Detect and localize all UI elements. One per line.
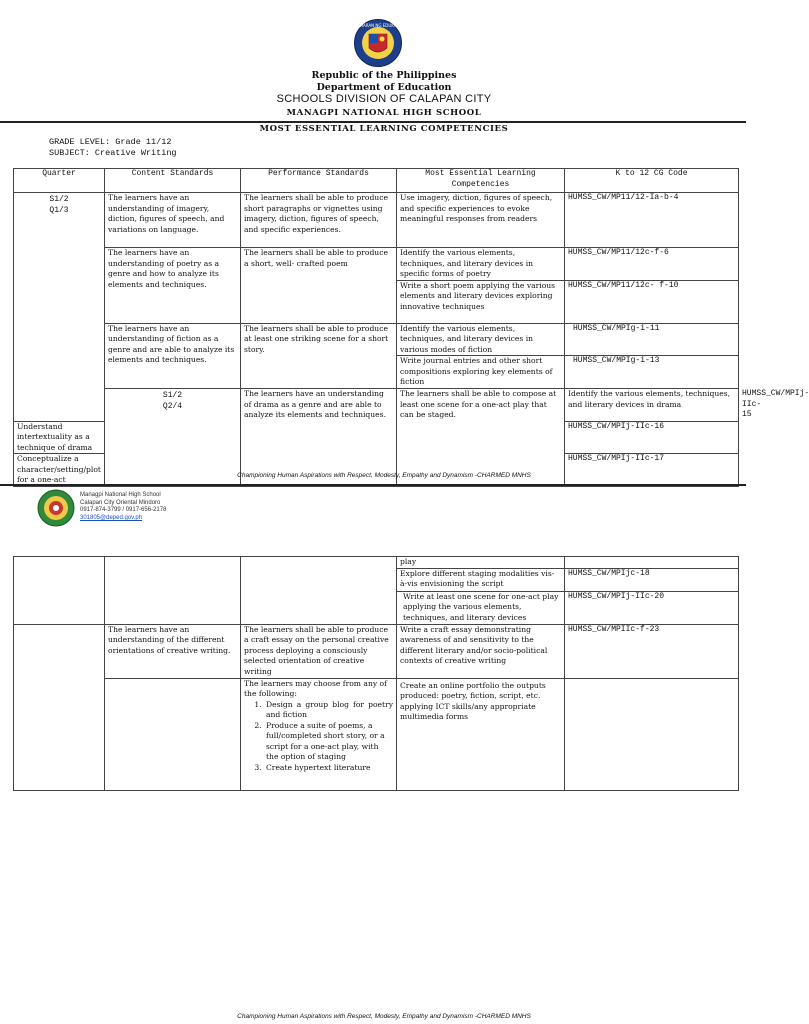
cg-code: HUMSS_CW/MPIg-i-13 (565, 356, 739, 389)
quarter-cell-empty (14, 557, 105, 625)
melc-item: Use imagery, diction, figures of speech, and specific experiences to evoke meaningful responses from readers (397, 193, 565, 248)
content-standard: The learners have an understanding of the different orientations of creative writing. (105, 624, 241, 678)
header-content-standards: Content Standards (105, 169, 241, 193)
option-item: 3. Create hypertext literature (264, 763, 393, 774)
melc-item: Identify the various elements, techniques, and literary devices in specific forms of poetry (397, 248, 565, 281)
school-city: Calapan City Oriental Mindoro (80, 499, 161, 506)
quarter-q2: S1/2 Q2/4 (105, 389, 241, 487)
content-standard: The learners have an understanding of fiction as a genre and are able to analyze its elements and techniques. (105, 323, 241, 389)
performance-standard-options (241, 678, 397, 790)
melc-item: Conceptualize a character/setting/plot for a one-act (14, 454, 105, 487)
melc-item: Create an online portfolio the outputs produced: poetry, fiction, script, etc. applying ICT skills/any appropriate multimedia forms (397, 678, 565, 790)
svg-text:KAGAWARAN NG EDUKASYON: KAGAWARAN NG EDUKASYON (348, 23, 408, 28)
performance-standard: The learners shall be able to produce a craft essay on the personal creative process deploying a consciously selected orientation of creative writing (241, 624, 397, 678)
footer-rule (0, 484, 746, 486)
header-performance-standards: Performance Standards (241, 169, 397, 193)
header-republic: Republic of the Philippines (311, 70, 457, 81)
content-standard: The learners have an understanding of imagery, diction, figures of speech, and variations on language. (105, 193, 241, 248)
option-item: 1. Design a group blog for poetry and fiction (264, 700, 393, 721)
melc-item: Write journal entries and other short compositions exploring key elements of fiction (397, 356, 565, 389)
melc-table-continued (13, 556, 739, 791)
option-item: 2. Produce a suite of poems, a full/completed short story, or a script for a one-act play, with the option of staging (264, 721, 393, 763)
quarter-q1: S1/2 Q1/3 (14, 193, 105, 422)
content-standard: The learners have an understanding of poetry as a genre and how to analyze its elements and techniques. (105, 248, 241, 324)
performance-standard: The learners shall be able to produce short paragraphs or vignettes using imagery, diction, figures of speech, and specific experiences. (241, 193, 397, 248)
footer-motto-page2: Championing Human Aspirations with Respect, Modesty, Empathy and Dynamism -CHARMED MNHS (237, 1013, 531, 1020)
melc-item: Understand intertextuality as a technique of drama (14, 421, 105, 454)
content-standard: The learners have an understanding of drama as a genre and are able to analyze its elements and techniques. (241, 389, 397, 487)
cg-code: HUMSS_CW/MPIj-IIc-16 (565, 421, 739, 454)
cg-code: HUMSS_CW/MPIj-IIc-17 (565, 454, 739, 487)
options-intro: The learners may choose from any of the following: (244, 678, 387, 698)
footer-motto: Championing Human Aspirations with Respect, Modesty, Empathy and Dynamism -CHARMED MNHS (237, 472, 531, 479)
cg-code: HUMSS_CW/MP11/12c- f-10 (565, 280, 739, 323)
school-phones: 0917-874-3799 / 0917-656-2178 (80, 507, 167, 514)
school-address (80, 492, 166, 522)
cg-code-empty (565, 678, 739, 790)
header-rule (0, 121, 746, 123)
melc-item: play (397, 557, 565, 569)
options-list (244, 700, 393, 774)
melc-item: Write a short poem applying the various elements and literary devices exploring innovative techniques (397, 280, 565, 323)
cg-code: HUMSS_CW/MP11/12-Ia-b-4 (565, 193, 739, 248)
melc-item: Identify the various elements, techniques, and literary devices in various modes of fiction (397, 323, 565, 356)
deped-seal (345, 18, 411, 68)
school-logo (37, 489, 75, 527)
melc-item: Explore different staging modalities vis-à-vis envisioning the script (397, 568, 565, 591)
content-cell-empty (105, 557, 241, 625)
header-cg-code: K to 12 CG Code (565, 169, 739, 193)
performance-standard: The learners shall be able to produce a short, well- crafted poem (241, 248, 397, 324)
page-title: MOST ESSENTIAL LEARNING COMPETENCIES (259, 124, 509, 134)
header-melc: Most Essential Learning Competencies (397, 169, 565, 193)
header-school: MANAGPI NATIONAL HIGH SCHOOL (286, 108, 482, 118)
cg-code: HUMSS_CW/MP11/12c-f-6 (565, 248, 739, 281)
cg-code: HUMSS_CW/MPIIc-f-23 (565, 624, 739, 678)
performance-standard: The learners shall be able to produce at least one striking scene for a short story. (241, 323, 397, 389)
quarter-cell-empty (14, 624, 105, 790)
cg-code: HUMSS_CW/MPIj-IIc-20 (565, 591, 739, 624)
school-name: Managpi National High School (80, 492, 161, 498)
cg-code: HUMSS_CW/MPIg-i-11 (565, 323, 739, 356)
melc-item: Write a craft essay demonstrating awareness of and sensitivity to the different literary and/or socio-political contexts of creative writing (397, 624, 565, 678)
melc-item: Write at least one scene for one-act play applying the various elements, techniques, and literary devices (397, 591, 565, 624)
melc-table: Quarter Content Standards Performance Standards Most Essential Learning Competencies K to 12 CG Code S1/2 Q1/3 The learners have an understanding of imagery, diction, figures of speech, and variations on language. The learners shall be able to produce short paragraphs or vignettes using imagery, diction, figures of speech, and specific experiences. Use imagery, diction, figures of speech, and specific experiences to evoke meaningful responses from readers HUMSS_CW/MP11/12-Ia-b-4 The learners have an understanding of poetry as a genre and how to analyze its elements and techniques. The learners shall be able to produce a short, well- crafted poem Identify the various elements, techniques, and literary devices in specific forms of poetry HUMSS_CW/MP11/12c-f-6 Write a short poem applying the various elements and literary devices exploring innovative techniques HUMSS_CW/MP11/12c- f-10 The learners have an understanding of fiction as a genre and are able to analyze its elements and techniques. The learners shall be able to produce at least one striking scene for a short story. Identify the various elements, techniques, and literary devices in various modes of fiction HUMSS_CW/MPIg-i-11 Write journal entries and other short compositions exploring key elements of fiction HUMSS_CW/MPIg-i-13 S1/2 Q2/4 The learners have an understanding of drama as a genre and are able to analyze its elements and techniques. The learners shall be able to compose at least one scene for a one-act play that can be staged. Identify the various elements, techniques, and literary devices in drama HUMSS_CW/MPIj-IIc-15 Understand intertextuality as a technique of drama HUMSS_CW/MPIj-IIc-16 Conceptualize a character/setting/plot for a one-act HUMSS_CW/MPIj-IIc-17 (13, 168, 739, 487)
cg-code-empty (565, 557, 739, 569)
performance-cell-empty (241, 557, 397, 625)
subject: SUBJECT: Creative Writing (49, 148, 177, 158)
cg-code: HUMSS_CW/MPIjc-18 (565, 568, 739, 591)
melc-item: Identify the various elements, techniques, and literary devices in drama (565, 389, 739, 422)
header-department: Department of Education (316, 82, 452, 93)
grade-level: GRADE LEVEL: Grade 11/12 (49, 137, 172, 147)
header-division: SCHOOLS DIVISION OF CALAPAN CITY (276, 93, 492, 105)
performance-standard: The learners shall be able to compose at least one scene for a one-act play that can be staged. (397, 389, 565, 487)
school-email-link[interactable]: 301805@deped.gov.ph (80, 514, 143, 521)
header-quarter: Quarter (14, 169, 105, 193)
content-cell-empty (105, 678, 241, 790)
